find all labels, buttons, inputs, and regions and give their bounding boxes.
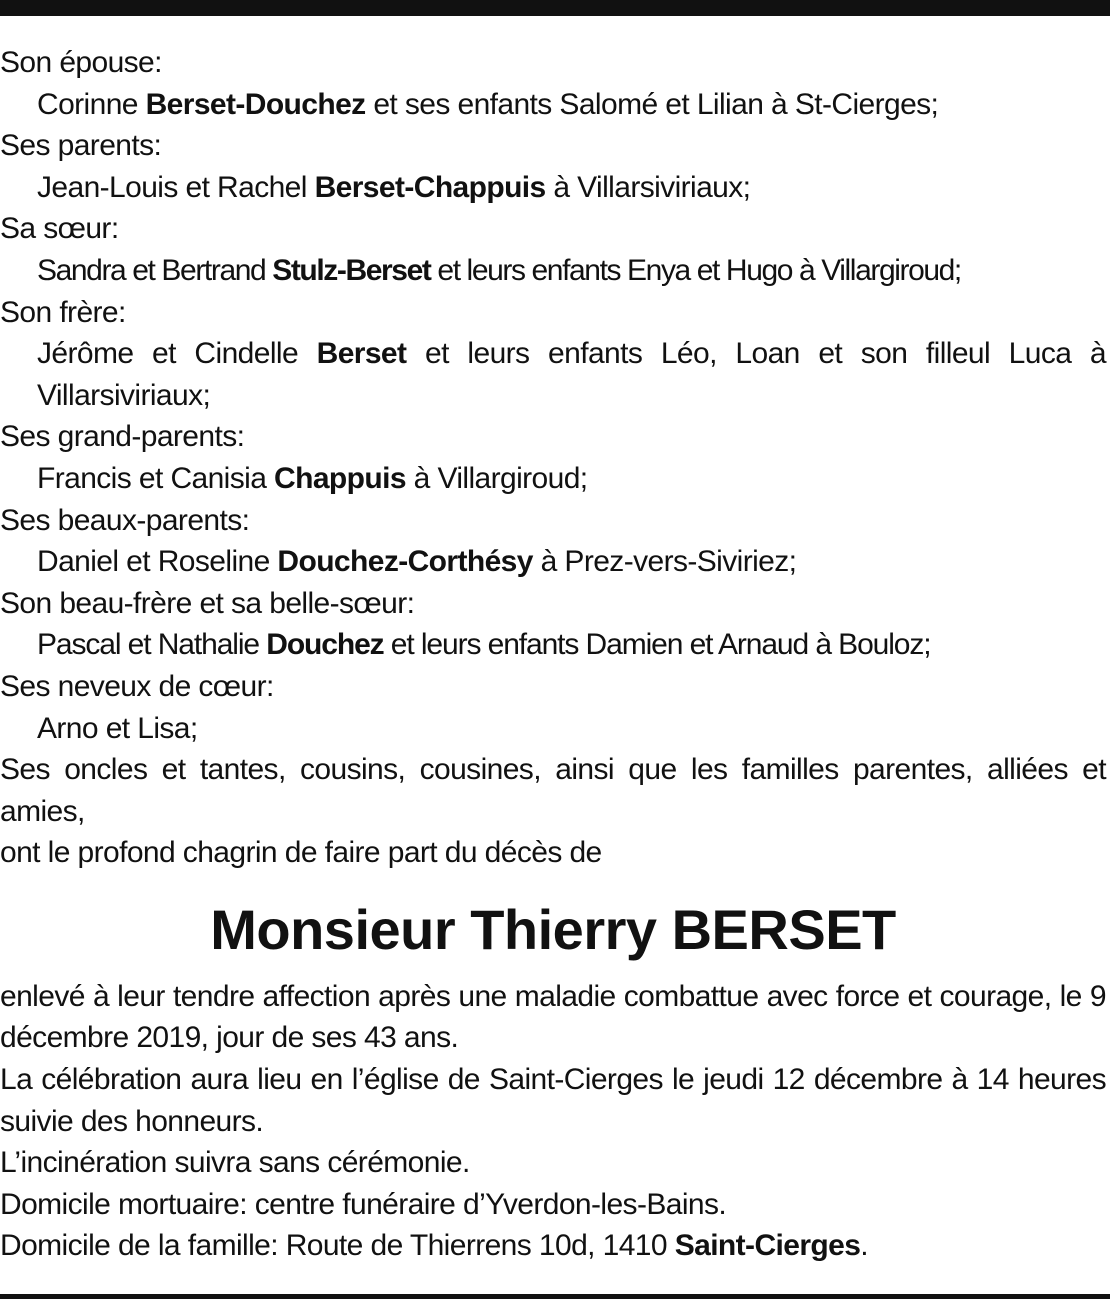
family-name: Douchez [266, 628, 384, 662]
relation-entry-grandparents [0, 458, 1106, 500]
death-paragraph: enlevé à leur tendre affection après une maladie combattue avec force et courage, le 9 décembre 2019, jour de ses 43 ans. [0, 979, 1106, 1055]
relation-label-parents-in-law: Ses beaux-parents: [0, 503, 250, 537]
relation-label-sister: Sa sœur: [0, 212, 119, 246]
bottom-rule [0, 1294, 1110, 1299]
entry-text: Sandra et Bertrand [37, 253, 273, 287]
entry-text: Jean-Louis et Rachel [37, 170, 315, 204]
relation-entry-spouse [0, 84, 1106, 126]
incineration-line: L’incinération suivra sans cérémonie. [0, 1146, 470, 1180]
family-name: Berset-Chappuis [314, 170, 546, 204]
relation-label-nephews: Ses neveux de cœur: [0, 669, 274, 703]
entry-text: et leurs enfants Enya et Hugo à Villargiroud; [430, 253, 961, 287]
entry-text: à Prez-vers-Siviriez; [532, 545, 797, 579]
relation-entry-nephews [0, 708, 1106, 750]
entry-text: Corinne [37, 87, 146, 121]
family-name: Berset-Douchez [145, 87, 366, 121]
town-name: Saint-Cierges [674, 1229, 861, 1263]
family-home-line [0, 1225, 1106, 1267]
family-name: Berset [316, 337, 407, 371]
relation-label-grandparents: Ses grand-parents: [0, 420, 245, 454]
deceased-name: Monsieur Thierry BERSET [210, 897, 896, 961]
family-name: Stulz-Berset [272, 253, 431, 287]
entry-text: à Villargiroud; [405, 461, 588, 495]
relation-entry-siblings-in-law [0, 624, 1106, 666]
entry-text: à Villarsiviriaux; [545, 170, 751, 204]
entry-text: et ses enfants Salomé et Lilian à St-Cierges; [365, 87, 939, 121]
relatives-paragraph: Ses oncles et tantes, cousins, cousines, ainsi que les familles parentes, alliées et amies, [0, 753, 1106, 828]
relation-entry-sister [0, 250, 1106, 292]
obituary-notice [0, 42, 1106, 1267]
ceremony-paragraph: La célébration aura lieu en l’église de Saint-Cierges le jeudi 12 décembre à 14 heures suivie des honneurs. [0, 1063, 1106, 1138]
top-rule [0, 0, 1110, 16]
entry-text: Pascal et Nathalie [37, 628, 267, 662]
relation-entry-brother [0, 333, 1106, 416]
entry-text: Daniel et Roseline [37, 545, 278, 579]
relation-entry-parents-in-law [0, 541, 1106, 583]
address-text: Domicile de la famille: Route de Thierrens 10d, 1410 [0, 1229, 675, 1263]
family-name: Douchez-Corthésy [277, 545, 533, 579]
announcement-line: ont le profond chagrin de faire part du décès de [0, 836, 602, 870]
entry-text: Arno et Lisa; [37, 711, 198, 745]
address-text: . [860, 1229, 869, 1263]
family-name: Chappuis [274, 461, 406, 495]
relation-label-spouse: Son épouse: [0, 46, 162, 79]
mortuary-line: Domicile mortuaire: centre funéraire d’Yverdon-les-Bains. [0, 1187, 727, 1221]
entry-text: Francis et Canisia [37, 461, 275, 495]
entry-text: et leurs enfants Damien et Arnaud à Bouloz; [383, 628, 931, 662]
entry-text: et leurs enfants Léo, Loan et son filleul Luca à Villarsiviriaux; [37, 337, 1106, 412]
relation-label-parents: Ses parents: [0, 129, 162, 163]
entry-text: Jérôme et Cindelle [37, 337, 317, 371]
relation-label-siblings-in-law: Son beau-frère et sa belle-sœur: [0, 586, 415, 620]
relation-label-brother: Son frère: [0, 295, 126, 329]
relation-entry-parents [0, 167, 1106, 209]
